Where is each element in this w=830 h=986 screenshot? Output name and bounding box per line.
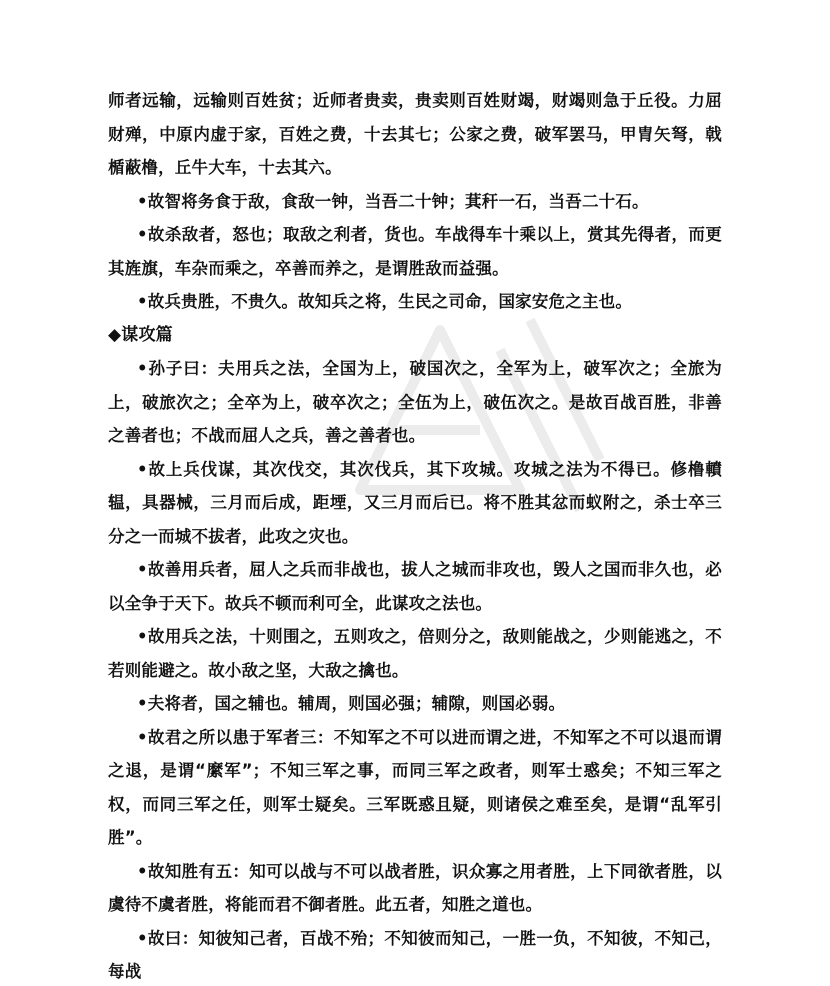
paragraph-item: •故知胜有五：知可以战与不可以战者胜，识众寡之用者胜，上下同欲者胜，以虞待不虞者胜，将能而君不御者胜。此五者，知胜之道也。 bbox=[108, 861, 722, 914]
document-body bbox=[108, 84, 722, 986]
paragraph-item: •故曰：知彼知己者，百战不殆；不知彼而知己，一胜一负，不知彼，不知己，每战 bbox=[108, 928, 722, 981]
section-heading: ◆谋攻篇 bbox=[108, 324, 173, 345]
paragraph-item: •故兵贵胜，不贵久。故知兵之将，生民之司命，国家安危之主也。 bbox=[137, 292, 633, 311]
paragraph-item: •孙子曰：夫用兵之法，全国为上，破国次之，全军为上，破军次之；全旅为上，破旅次之；全卒为上，破卒次之；全伍为上，破伍次之。是故百战百胜，非善之善者也；不战而屈人之兵，善之善者也。 bbox=[108, 359, 722, 445]
paragraph-item: •夫将者，国之辅也。辅周，则国必强；辅隙，则国必弱。 bbox=[137, 694, 566, 713]
paragraph-continuation: 师者远输，远输则百姓贫；近师者贵卖，贵卖则百姓财竭，财竭则急于丘役。力屈财殚，中原内虚于家，百姓之费，十去其七；公家之费，破军罢马，甲胄矢弩，戟楯蔽橹，丘牛大车，十去其六。 bbox=[108, 91, 722, 177]
paragraph-item: •故智将务食于敌，食敌一钟，当吾二十钟；萁秆一石，当吾二十石。 bbox=[137, 191, 649, 211]
paragraph-item: •故杀敌者，怒也；取敌之利者，货也。车战得车十乘以上，赏其先得者，而更其旌旗，车杂而乘之，卒善而养之，是谓胜敌而益强。 bbox=[108, 225, 722, 278]
paragraph-item: •故上兵伐谋，其次伐交，其次伐兵，其下攻城。攻城之法为不得已。修橹轒辒，具器械，三月而后成，距堙，又三月而后已。将不胜其忿而蚁附之，杀士卒三分之一而城不拔者，此攻之灾也。 bbox=[108, 459, 722, 546]
paragraph-item: •故君之所以患于军者三：不知军之不可以进而谓之进，不知军之不可以退而谓之退，是谓“縻军”；不知三军之事，而同三军之政者，则军士惑矣；不知三军之权，而同三军之任，则军士疑矣。三军既惑且疑，则诸侯之难至矣，是谓“乱军引胜”。 bbox=[108, 727, 722, 847]
paragraph-item: •故善用兵者，屈人之兵而非战也，拔人之城而非攻也，毁人之国而非久也，必以全争于天下。故兵不顿而利可全，此谋攻之法也。 bbox=[108, 560, 722, 613]
paragraph-item: •故用兵之法，十则围之，五则攻之，倍则分之，敌则能战之，少则能逃之，不若则能避之。故小敌之坚，大敌之擒也。 bbox=[108, 627, 722, 680]
